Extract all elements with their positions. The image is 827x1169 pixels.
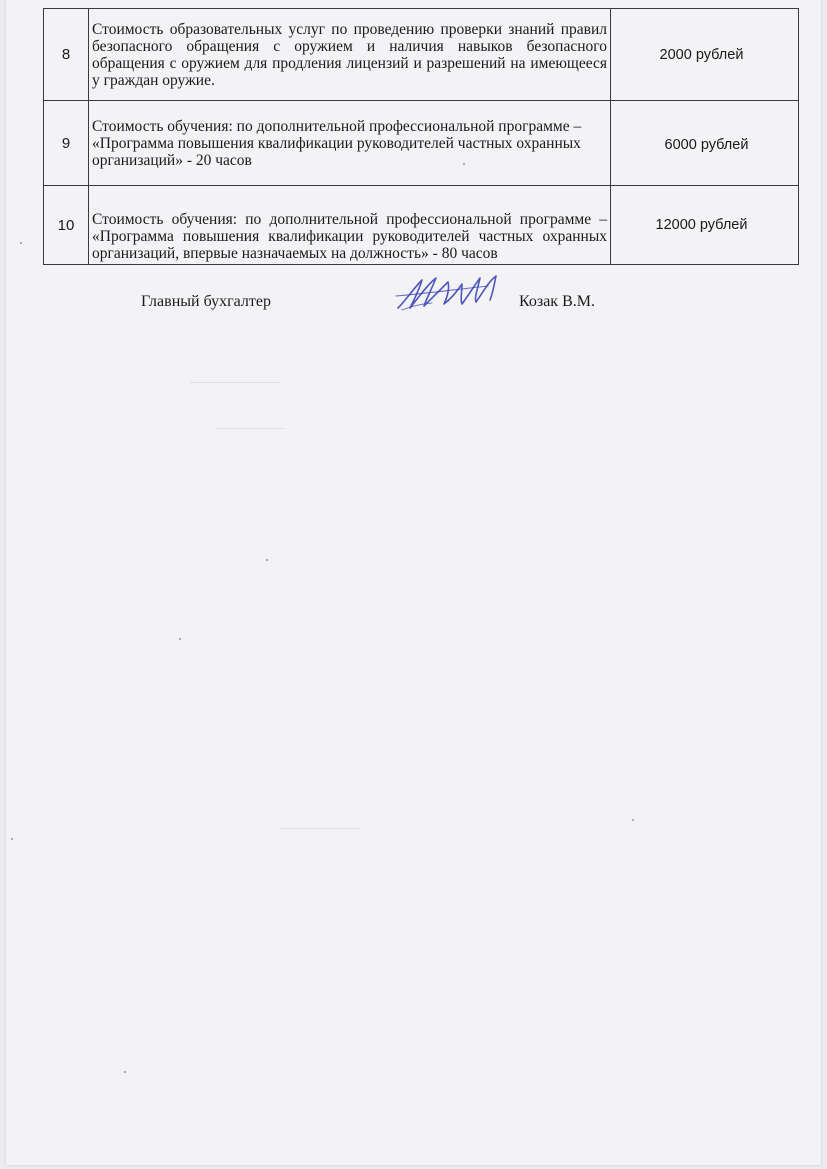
table-row: [44, 9, 799, 101]
row-price-text: 6000 рублей: [664, 137, 749, 153]
row-number: 9: [44, 101, 89, 186]
row-description-text: Стоимость обучения: по дополнительной профессиональной программе – «Программа повышения квалификации руководителей частных охранных организаций, впервые назначаемых на должность» - 80 часов: [92, 211, 607, 262]
scan-speck: [179, 638, 181, 640]
scan-artifact: [190, 382, 280, 383]
signature-block: [0, 288, 827, 328]
price-table: [43, 8, 799, 265]
row-price: 12000 рублей: [611, 186, 799, 265]
scan-speck: [266, 559, 268, 561]
row-price: [611, 101, 799, 186]
row-number: 10: [44, 186, 89, 265]
signatory-name: Козак В.М.: [519, 293, 595, 310]
row-number: 8: [44, 9, 89, 101]
signatory-title: Главный бухгалтер: [141, 293, 271, 310]
scan-artifact: [280, 828, 360, 829]
scan-speck: [20, 242, 22, 244]
row-description-text: Стоимость обучения: по дополнительной профессиональной программе – «Программа повышения квалификации руководителей частных охранных организаций» - 20 часов: [92, 117, 582, 169]
scan-speck: [632, 819, 634, 821]
scan-speck: [463, 163, 465, 165]
scan-speck: [11, 838, 13, 840]
handwritten-signature: [392, 270, 512, 314]
row-price: 2000 рублей: [611, 9, 799, 101]
row-description-text: Стоимость образовательных услуг по проведению проверки знаний правил безопасного обращения с оружием и наличия навыков безопасного обращения с оружием для продления лицензий и разрешений на имеющееся у граждан оружие.: [92, 20, 607, 89]
row-description: [89, 101, 611, 186]
row-description: [89, 186, 611, 265]
row-description: [89, 9, 611, 101]
table-row: [44, 101, 799, 186]
scan-artifact: [215, 428, 285, 429]
table-row: [44, 186, 799, 265]
scan-speck: [124, 1071, 126, 1073]
